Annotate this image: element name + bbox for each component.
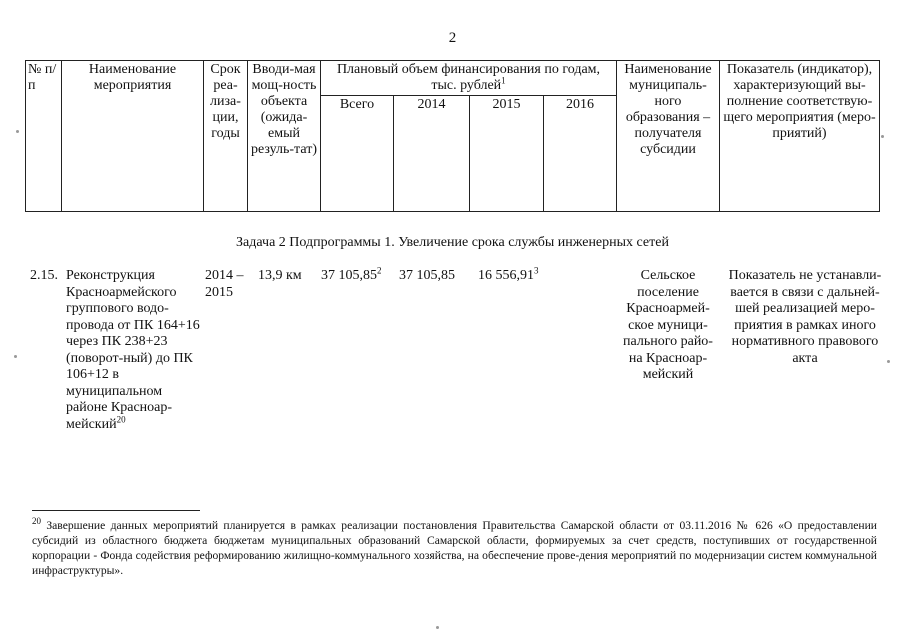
row-indicator: Показатель не устанавли-вается в связи с дальней-шей реализацией меро-приятия в рамках иного нормативного правового акта <box>728 268 882 366</box>
row-name <box>66 268 200 433</box>
row-num: 2.15. <box>30 268 58 283</box>
header-name: Наименование мероприятия <box>62 61 204 212</box>
header-funding <box>321 61 617 96</box>
scan-mark <box>881 135 884 138</box>
header-capacity: Вводи-мая мощ-ность объекта (ожида-емый резуль-тат) <box>248 61 321 212</box>
scan-mark <box>887 360 890 363</box>
header-2014: 2014 <box>394 96 470 212</box>
footnote-text: Завершение данных мероприятий планируется в рамках реализации постановления Правительства Самарской области от 03.11.2016 № 626 «О предоставлении субсидий из областного бюджета бюджетам муниципальных образований Самарской области, формируемых за счет средств, поступивших от государственной корпорации - Фонда содействия реформированию жилищно-коммунального хозяйства, на обеспечение прове-дения мероприятий по модернизации систем коммунальной инфраструктуры». <box>32 519 877 577</box>
header-2016: 2016 <box>544 96 617 212</box>
footnote-rule <box>32 510 200 511</box>
row-name-sup: 20 <box>116 413 126 424</box>
row-2015-value: 16 556,91 <box>478 268 534 283</box>
header-term: Срок реа-лиза-ции, годы <box>204 61 248 212</box>
row-2015 <box>478 265 558 285</box>
header-num: № п/п <box>26 61 62 212</box>
footnote <box>32 518 877 578</box>
scan-mark <box>16 130 19 133</box>
row-2015-sup: 3 <box>534 265 539 276</box>
scan-mark <box>14 355 17 358</box>
row-total <box>321 265 397 285</box>
task-title: Задача 2 Подпрограммы 1. Увеличение срока службы инженерных сетей <box>236 235 669 250</box>
header-recipient: Наименование муниципаль-ного образования – получателя субсидии <box>617 61 720 212</box>
row-capacity: 13,9 км <box>258 268 302 283</box>
row-total-value: 37 105,85 <box>321 268 377 283</box>
header-2015: 2015 <box>470 96 544 212</box>
row-name-text: Реконструкция Красноармейского группового водо-провода от ПК 164+16 через ПК 238+23 (поворот-ный) до ПК 106+12 в муниципальном районе Красноар-мейский <box>66 268 200 432</box>
row-total-sup: 2 <box>377 265 382 276</box>
header-table <box>25 60 880 212</box>
header-total: Всего <box>321 96 394 212</box>
page-number: 2 <box>448 30 457 46</box>
header-funding-sup: 1 <box>501 75 506 86</box>
row-term: 2014 – 2015 <box>205 268 244 300</box>
row-recipient: Сельское поселение Красноармей-ское муници-пального райо-на Красноар-мейский <box>623 268 713 382</box>
footnote-marker: 20 <box>32 516 41 527</box>
row-2014: 37 105,85 <box>399 268 455 283</box>
header-funding-title: Плановый объем финансирования по годам, тыс. рублей <box>336 62 601 93</box>
header-indicator: Показатель (индикатор), характеризующий вы-полнение соответствую-щего мероприятия (меро-приятий) <box>720 61 880 212</box>
scan-mark <box>436 626 439 629</box>
